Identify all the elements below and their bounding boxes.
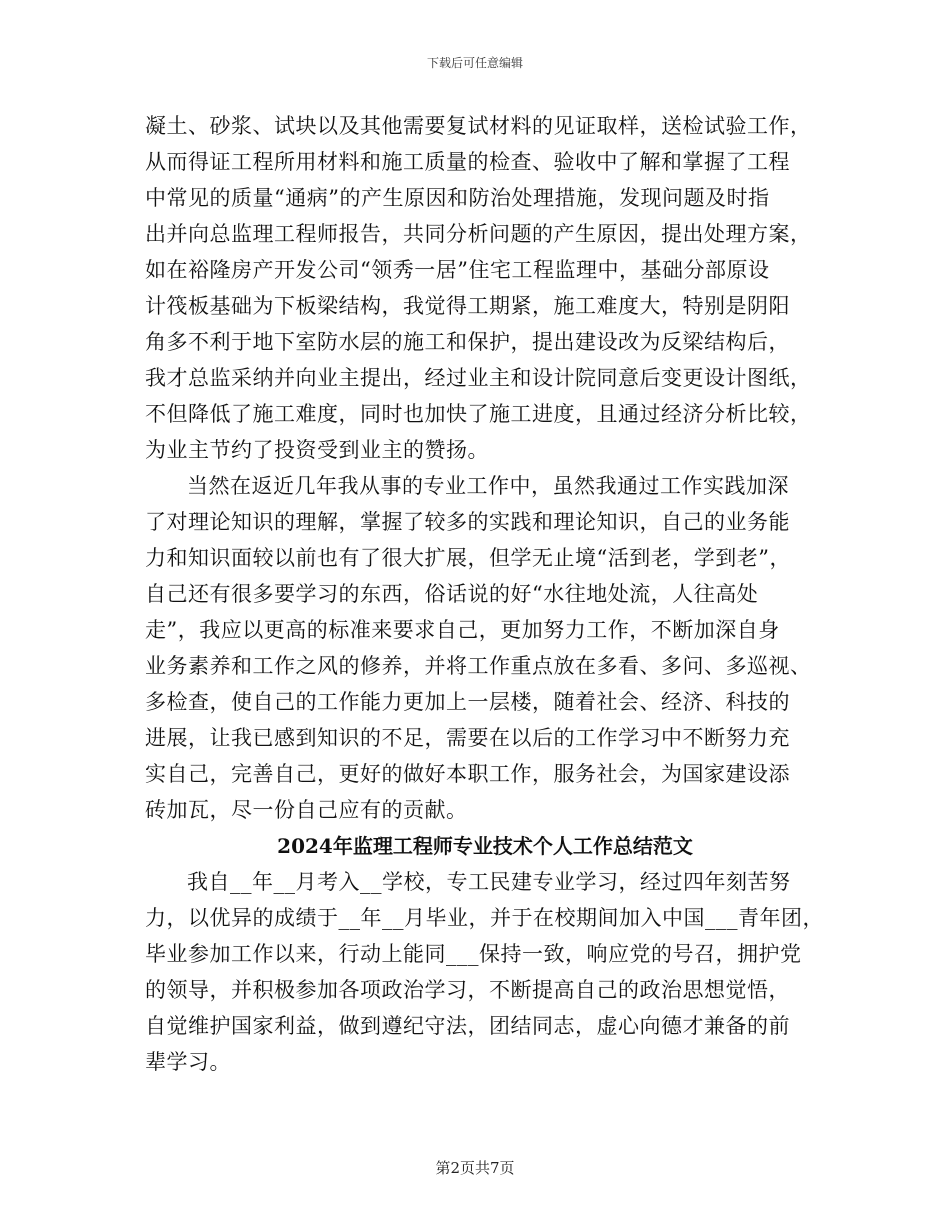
- text-line: 我才总监采纳并向业主提出，经过业主和设计院同意后变更设计图纸，: [145, 366, 812, 390]
- text-line: 进展，让我已感到知识的不足，需要在以后的工作学习中不断努力充: [145, 726, 790, 750]
- text-line: 角多不利于地下室防水层的施工和保护，提出建设改为反梁结构后，: [145, 330, 790, 354]
- text-line: 走”，我应以更高的标准来要求自己，更加努力工作，不断加深自身: [145, 618, 780, 642]
- text-line: 自己还有很多要学习的东西，俗话说的好“水往地处流，人往高处: [145, 582, 759, 606]
- section-title: 2024年监理工程师专业技术个人工作总结范文: [277, 834, 693, 858]
- paragraph-3: [145, 864, 825, 1080]
- text-line: 计筏板基础为下板梁结构，我觉得工期紧，施工难度大，特别是阴阳: [145, 294, 790, 318]
- text-line: 当然在返近几年我从事的专业工作中，虽然我通过工作实践加深: [187, 474, 789, 498]
- page-header: 下载后可任意编辑: [426, 56, 523, 70]
- text-line: 我自__年__月考入__学校，专工民建专业学习，经过四年刻苦努: [187, 870, 791, 894]
- text-line: 力和知识面较以前也有了很大扩展，但学无止境“活到老，学到老”，: [145, 546, 791, 570]
- document-body: [145, 108, 825, 1080]
- paragraph-2: [145, 468, 825, 828]
- text-line: 出并向总监理工程师报告，共同分析问题的产生原因，提出处理方案，: [145, 222, 812, 246]
- text-line: 不但降低了施工难度，同时也加快了施工进度，且通过经济分析比较，: [145, 402, 812, 426]
- text-line: 自觉维护国家利益，做到遵纪守法，团结同志，虚心向德才兼备的前: [145, 1014, 790, 1038]
- page-number: 第2页共7页: [435, 1159, 515, 1177]
- text-line: 从而得证工程所用材料和施工质量的检查、验收中了解和掌握了工程: [145, 150, 790, 174]
- text-line: 业务素养和工作之风的修养，并将工作重点放在多看、多问、多巡视、: [145, 654, 812, 678]
- text-line: 毕业参加工作以来，行动上能同___保持一致，响应党的号召，拥护党: [145, 942, 802, 966]
- text-line: 中常见的质量“通病”的产生原因和防治处理措施，发现问题及时指: [145, 186, 770, 210]
- text-line: 的领导，并积极参加各项政治学习，不断提高自己的政治思想觉悟，: [145, 978, 790, 1002]
- text-line: 力，以优异的成绩于__年__月毕业，并于在校期间加入中国___青年团，: [145, 906, 824, 930]
- text-line: 辈学习。: [145, 1050, 231, 1074]
- text-line: 如在裕隆房产开发公司“领秀一居”住宅工程监理中，基础分部原设: [145, 258, 770, 282]
- paragraph-1: [145, 108, 825, 468]
- text-line: 砖加瓦，尽一份自己应有的贡献。: [145, 798, 468, 822]
- text-line: 了对理论知识的理解，掌握了较多的实践和理论知识，自己的业务能: [145, 510, 790, 534]
- text-line: 凝土、砂浆、试块以及其他需要复试材料的见证取样，送检试验工作，: [145, 114, 812, 138]
- text-line: 为业主节约了投资受到业主的赞扬。: [145, 438, 489, 462]
- text-line: 实自己，完善自己，更好的做好本职工作，服务社会，为国家建设添: [145, 762, 790, 786]
- text-line: 多检查，使自己的工作能力更加上一层楼，随着社会、经济、科技的: [145, 690, 790, 714]
